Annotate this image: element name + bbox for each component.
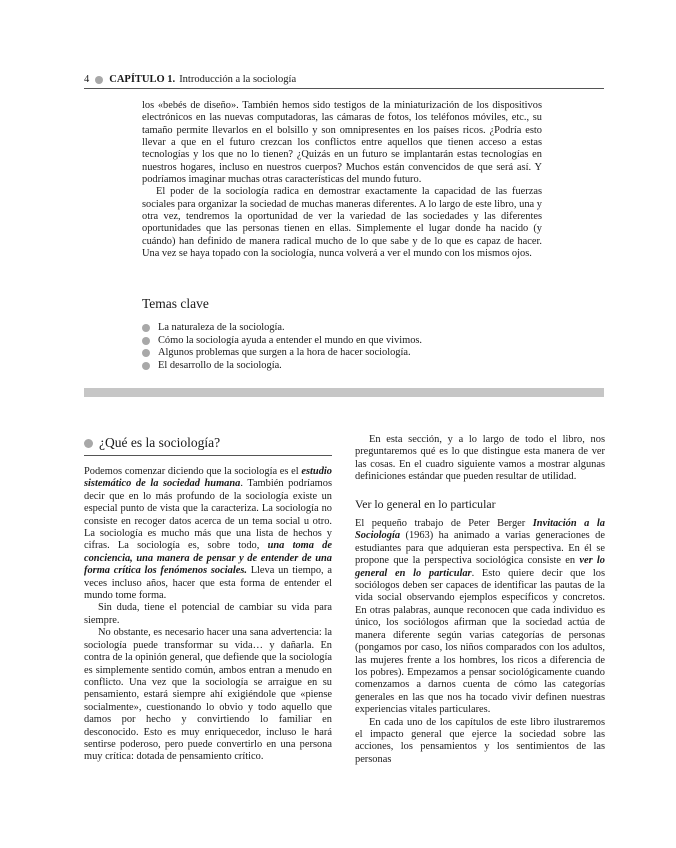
bullet-dot-icon xyxy=(84,439,93,448)
text-run: . También podríamos decir que en lo más profundo de la sociología existe un especial punto de vista que la caracteriza. La sociología no consiste en recoger datos acerca de un tema social u otro. La sociología es mucho más que una lista de hechos y cifras. La sociología es, sobre todo, xyxy=(84,478,332,552)
subheading: Ver lo general en lo particular xyxy=(355,496,496,511)
text-run: (1963) ha animado a varias generaciones de estudiantes para que adquieran esta perspectiva. En él se propone que la perspectiva sociológica consiste en xyxy=(355,530,605,567)
running-header xyxy=(84,74,604,85)
chapter-title: Introducción a la sociología xyxy=(179,74,297,85)
left-column xyxy=(84,466,332,764)
book-title: Invitación a la Sociología xyxy=(355,518,605,542)
section-separator-bar xyxy=(84,388,604,397)
list-item-text: Cómo la sociología ayuda a entender el mundo en que vivimos. xyxy=(158,334,423,346)
list-item xyxy=(142,347,422,360)
bullet-dot-icon xyxy=(95,76,103,84)
bullet-dot-icon xyxy=(142,324,150,332)
text-run: Lleva un tiempo, a veces incluso años, hacer que esta forma de entender el mundo tome forma. xyxy=(84,565,332,602)
text-run: El pequeño trabajo de Peter Berger xyxy=(355,518,533,530)
list-item xyxy=(142,360,422,373)
intro-text xyxy=(142,100,542,260)
bullet-dot-icon xyxy=(142,337,150,345)
key-term: estudio sistemático de la sociedad humana xyxy=(84,466,332,490)
text-run: . Esto quiere decir que los sociólogos deben ser capaces de identificar las pautas de la vida social observando ejemplos específicos y concretos. En otras palabras, aunque reconocen que cada individuo es único, los sociólogos afirman que la sociedad actúa de manera diferente según varias categorías de personas (pongamos por caso, los niños comparados con los adultos, las mujeres frente a los hombres, los ricos a diferencia de los pobres). Empezamos a pensar sociológicamente cuando comenzamos a darnos cuenta de cómo las categorías generales en las que nos ha tocado vivir definen nuestras experiencias vitales particulares. xyxy=(355,567,605,716)
key-topics-list xyxy=(142,322,422,372)
body-paragraph: Sin duda, tiene el potencial de cambiar su vida para siempre. xyxy=(84,602,332,626)
body-paragraph: En cada uno de los capítulos de este libro ilustraremos el impacto general que ejerce la sociedad sobre las acciones, los pensamientos y los sentimientos de las personas xyxy=(355,716,605,765)
list-item-text: El desarrollo de la sociología. xyxy=(158,359,282,371)
body-paragraph xyxy=(355,518,605,717)
key-term: una toma de conciencia, una manera de pensar y de entender de una forma crítica los fenómenos sociales. xyxy=(84,540,332,577)
intro-paragraph: los «bebés de diseño». También hemos sido testigos de la miniaturización de los dispositivos electrónicos en las nuevas computadoras, las cámaras de fotos, los teléfonos móviles, etc., su tamaño permite llevarlos en el bolsillo y son omnipresentes en los países ricos. ¿Podría esto llevar a que en el futuro crezcan los conflictos entre aquellos que tienen acceso a estas tecnologías y los que no lo tienen? ¿Quizás en un futuro se implantarán estas tecnologías en nuestros hogares, incluso en nuestros cuerpos? Muchos están convencidos de que será así. Y podríamos imaginar muchas otras características del mundo futuro. xyxy=(142,100,542,186)
intro-paragraph: El poder de la sociología radica en demostrar exactamente la capacidad de las fuerzas sociales para organizar la sociedad de muchas maneras diferentes. A lo largo de este libro, una y otra vez, tendremos la oportunidad de ver la variedad de las sociedades y las diferentes oportunidades que las personas tienen en ellas. Simplemente el lugar donde ha nacido (y cuándo) han definido de manera radical mucho de lo que sabe y de lo que es capaz de hacer. Una vez se haya topado con la sociología, nunca volverá a ver el mundo con los mismos ojos. xyxy=(142,186,542,260)
key-topics-title: Temas clave xyxy=(142,296,209,311)
right-column xyxy=(355,434,605,766)
text-run: Podemos comenzar diciendo que la sociología es el xyxy=(84,466,302,477)
section-rule xyxy=(84,455,332,456)
list-item xyxy=(142,335,422,348)
key-term: ver lo general en lo particular xyxy=(355,555,605,579)
list-item xyxy=(142,322,422,335)
body-paragraph: En esta sección, y a lo largo de todo el libro, nos preguntaremos qué es lo que distingue esta manera de ver las cosas. En el cuadro siguiente vamos a mostrar algunas definiciones estándar que pueden resultar de utilidad. xyxy=(355,434,605,483)
page-number: 4 xyxy=(84,74,90,85)
section-title: ¿Qué es la sociología? xyxy=(99,435,221,450)
chapter-label: CAPÍTULO 1. xyxy=(109,74,176,85)
bullet-dot-icon xyxy=(142,362,150,370)
body-paragraph: No obstante, es necesario hacer una sana advertencia: la sociología puede transformar su vida… y dañarla. En contra de la opinión general, que defiende que la sociología es simplemente sentido común, ambos entran a menudo en conflicto. Una vez que la sociología se arraigue en su pensamiento, estará siempre ahí exigiéndole que «piense socialmente», cuestionando lo obvio y todo aquello que damos por hecho y convirtiendo lo familiar en desconocido. Esto es muy enriquecedor, incluso le hará sentirse poderoso, pero puede convertirlo en una persona muy crítica: dotada de pensamiento crítico. xyxy=(84,627,332,763)
bullet-dot-icon xyxy=(142,349,150,357)
list-item-text: La naturaleza de la sociología. xyxy=(158,322,285,333)
list-item-text: Algunos problemas que surgen a la hora de hacer sociología. xyxy=(158,347,411,359)
body-paragraph xyxy=(84,466,332,602)
section-heading xyxy=(84,435,332,451)
header-rule xyxy=(84,88,604,89)
